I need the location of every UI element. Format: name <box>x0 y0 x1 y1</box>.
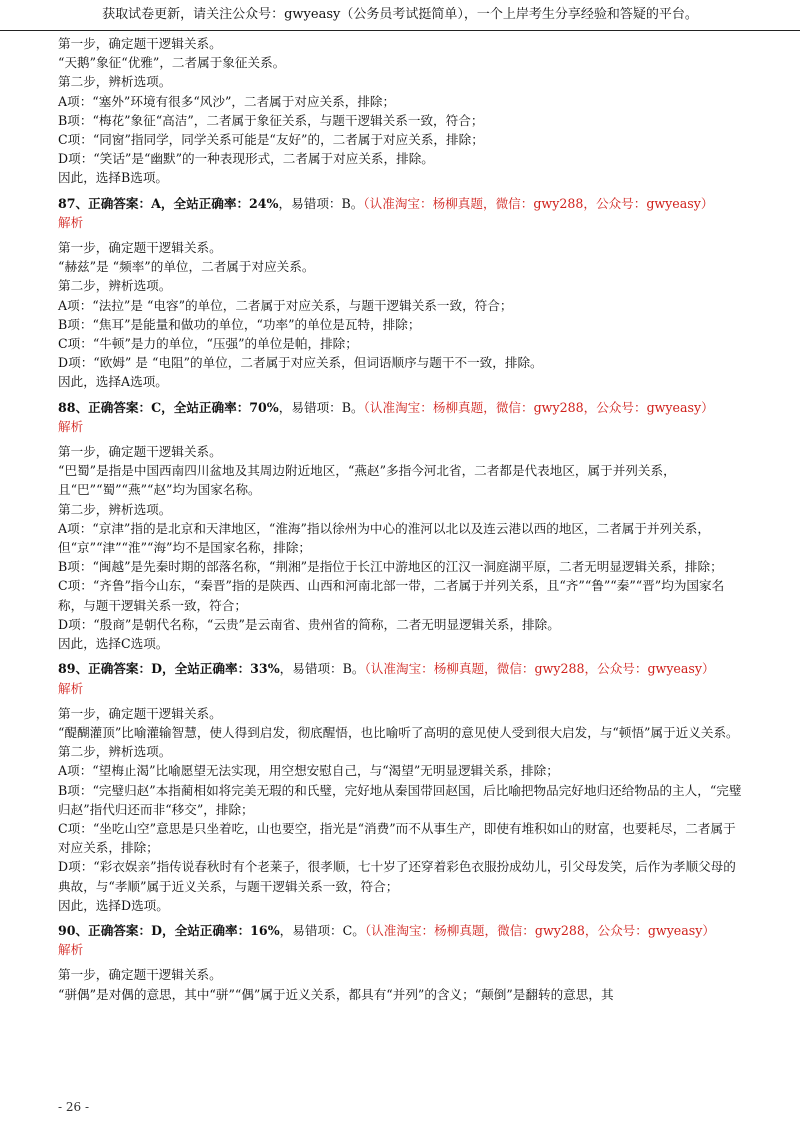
explanation-line: “赫兹”是 “频率”的单位，二者属于对应关系。 <box>58 259 315 275</box>
explanation-line: D项：“笑话”是“幽默”的一种表现形式，二者属于对应关系，排除。 <box>58 151 434 167</box>
explanation-line: A项：“塞外”环境有很多“风沙”，二者属于对应关系，排除； <box>58 93 396 109</box>
error-option: ，易错项：B。 <box>278 399 364 415</box>
answer-label: 90、正确答案： <box>58 922 152 938</box>
explanation-line: 第一步，确定题干逻辑关系。 <box>58 240 222 256</box>
answer-line <box>58 398 748 417</box>
answer-label: 87、正确答案： <box>58 195 152 211</box>
explanation-line: “天鹅”象征“优雅”，二者属于象征关系。 <box>58 55 286 71</box>
page-header: 获取试卷更新，请关注公众号：gwyeasy（公务员考试挺简单），一个上岸考生分享经验和答疑的平台。 <box>0 0 800 31</box>
explanation-line: C项：“同窗”指同学，同学关系可能是“友好”的，二者属于对应关系，排除； <box>58 132 484 148</box>
explanation-line: B项：“梅花”象征“高洁”，二者属于象征关系，与题干逻辑关系一致，符合； <box>58 112 484 128</box>
answer-line <box>58 659 748 678</box>
accuracy-rate: 70% <box>249 399 279 415</box>
explanation-line: 第一步，确定题干逻辑关系。 <box>58 36 222 51</box>
explanation-line: B项：“闽越”是先秦时期的部落名称，“荆湘”是指位于长江中游地区的江汉一洞庭湖平原，二者无明显逻辑关系，排除； <box>58 559 723 575</box>
accuracy-label: ，全站正确率： <box>160 195 250 211</box>
answer-option: D <box>151 922 163 938</box>
explanation-line: 第二步，辨析选项。 <box>58 74 172 90</box>
explanation-line: 第一步，确定题干逻辑关系。 <box>58 705 222 721</box>
explanation-line: 因此，选择C选项。 <box>58 636 169 652</box>
ad-text: （认准淘宝：杨柳真题，微信：gwy288，公众号：gwyeasy） <box>364 661 715 677</box>
ad-text: （认准淘宝：杨柳真题，微信：gwy288，公众号：gwyeasy） <box>364 922 715 938</box>
error-option: ，易错项：B。 <box>278 195 364 211</box>
explanation-line: “巴蜀”是指是中国西南四川盆地及其周边附近地区，“燕赵”多指今河北省，二者都是代表地区，属于并列关系，且“巴”“蜀”“燕”“赵”均为国家名称。 <box>58 463 676 498</box>
accuracy-label: ，全站正确率： <box>161 399 250 415</box>
analysis-heading: 解析 <box>58 214 84 230</box>
accuracy-label: ，全站正确率： <box>162 922 251 938</box>
explanation-line: “醍醐灌顶”比喻灌输智慧，使人得到启发，彻底醒悟，也比喻听了高明的意见使人受到很大启发，与“顿悟”属于近义关系。 <box>58 724 739 740</box>
error-option: ，易错项：B。 <box>279 661 365 677</box>
explanation-line: D项：“殷商”是朝代名称，“云贵”是云南省、贵州省的简称，二者无明显逻辑关系，排除。 <box>58 616 560 632</box>
accuracy-rate: 24% <box>249 195 279 211</box>
answer-option: A <box>151 195 161 211</box>
explanation-line: 第二步，辨析选项。 <box>58 744 172 760</box>
error-option: ，易错项：C。 <box>279 922 365 938</box>
explanation-line: 第一步，确定题干逻辑关系。 <box>58 444 222 460</box>
explanation-line: 因此，选择D选项。 <box>58 897 169 913</box>
accuracy-label: ，全站正确率： <box>162 661 251 677</box>
answer-line <box>58 194 748 213</box>
analysis-heading: 解析 <box>58 418 84 434</box>
answer-line <box>58 921 748 940</box>
document-body <box>58 34 748 1004</box>
explanation-line: B项：“焦耳”是能量和做功的单位，“功率”的单位是瓦特，排除； <box>58 316 421 332</box>
accuracy-rate: 16% <box>250 922 280 938</box>
answer-option: D <box>151 661 163 677</box>
explanation-line: C项：“齐鲁”指今山东，“秦晋”指的是陕西、山西和河南北部一带，二者属于并列关系，且“齐”“鲁”“秦”“晋”均为国家名称，与题干逻辑关系一致，符合； <box>58 578 725 613</box>
page-number: - 26 - <box>58 1100 90 1114</box>
answer-label: 89、正确答案： <box>58 661 152 677</box>
explanation-line: 因此，选择A选项。 <box>58 374 168 390</box>
explanation-line: C项：“牛顿”是力的单位，“压强”的单位是帕，排除； <box>58 336 358 352</box>
explanation-line: 第一步，确定题干逻辑关系。 <box>58 967 222 983</box>
explanation-line: A项：“望梅止渴”比喻愿望无法实现，用空想安慰自己，与“渴望”无明显逻辑关系，排除； <box>58 763 559 779</box>
ad-text: （认准淘宝：杨柳真题，微信：gwy288，公众号：gwyeasy） <box>363 195 714 211</box>
explanation-line: D项：“彩衣娱亲”指传说春秋时有个老莱子，很孝顺，七十岁了还穿着彩色衣服扮成幼儿，引父母发笑，后作为孝顺父母的典故，与“孝顺”属于近义关系，与题干逻辑关系一致，符合； <box>58 859 736 894</box>
answer-option: C <box>151 399 162 415</box>
analysis-heading: 解析 <box>58 942 84 958</box>
explanation-line: 第二步，辨析选项。 <box>58 501 172 517</box>
explanation-line: C项：“坐吃山空”意思是只坐着吃，山也要空，指光是“消费”而不从事生产，即使有堆积如山的财富，也要耗尽，二者属于对应关系，排除； <box>58 820 736 856</box>
explanation-line: 第二步，辨析选项。 <box>58 278 172 294</box>
analysis-heading: 解析 <box>58 680 84 696</box>
explanation-line: A项：“京津”指的是北京和天津地区，“淮海”指以徐州为中心的淮河以北以及连云港以西的地区，二者属于并列关系，但“京”“津”“淮”“海”均不是国家名称，排除； <box>58 520 710 556</box>
explanation-line: B项：“完璧归赵”本指蔺相如将完美无瑕的和氏璧，完好地从秦国带回赵国，后比喻把物品完好地归还给物品的主人，“完璧归赵”指代归还而非“移交”，排除； <box>58 782 742 817</box>
ad-text: （认准淘宝：杨柳真题，微信：gwy288，公众号：gwyeasy） <box>363 399 714 415</box>
answer-label: 88、正确答案： <box>58 399 152 415</box>
explanation-line: A项：“法拉”是 “电容”的单位，二者属于对应关系，与题干逻辑关系一致，符合； <box>58 297 513 313</box>
explanation-line: 因此，选择B选项。 <box>58 170 169 186</box>
explanation-line: “骈偶”是对偶的意思，其中“骈”“偶”属于近义关系，都具有“并列”的含义；“颠倒”是翻转的意思，其 <box>58 986 614 1002</box>
explanation-line: D项：“欧姆” 是 “电阻”的单位，二者属于对应关系，但词语顺序与题干不一致，排除。 <box>58 355 543 371</box>
accuracy-rate: 33% <box>250 661 280 677</box>
